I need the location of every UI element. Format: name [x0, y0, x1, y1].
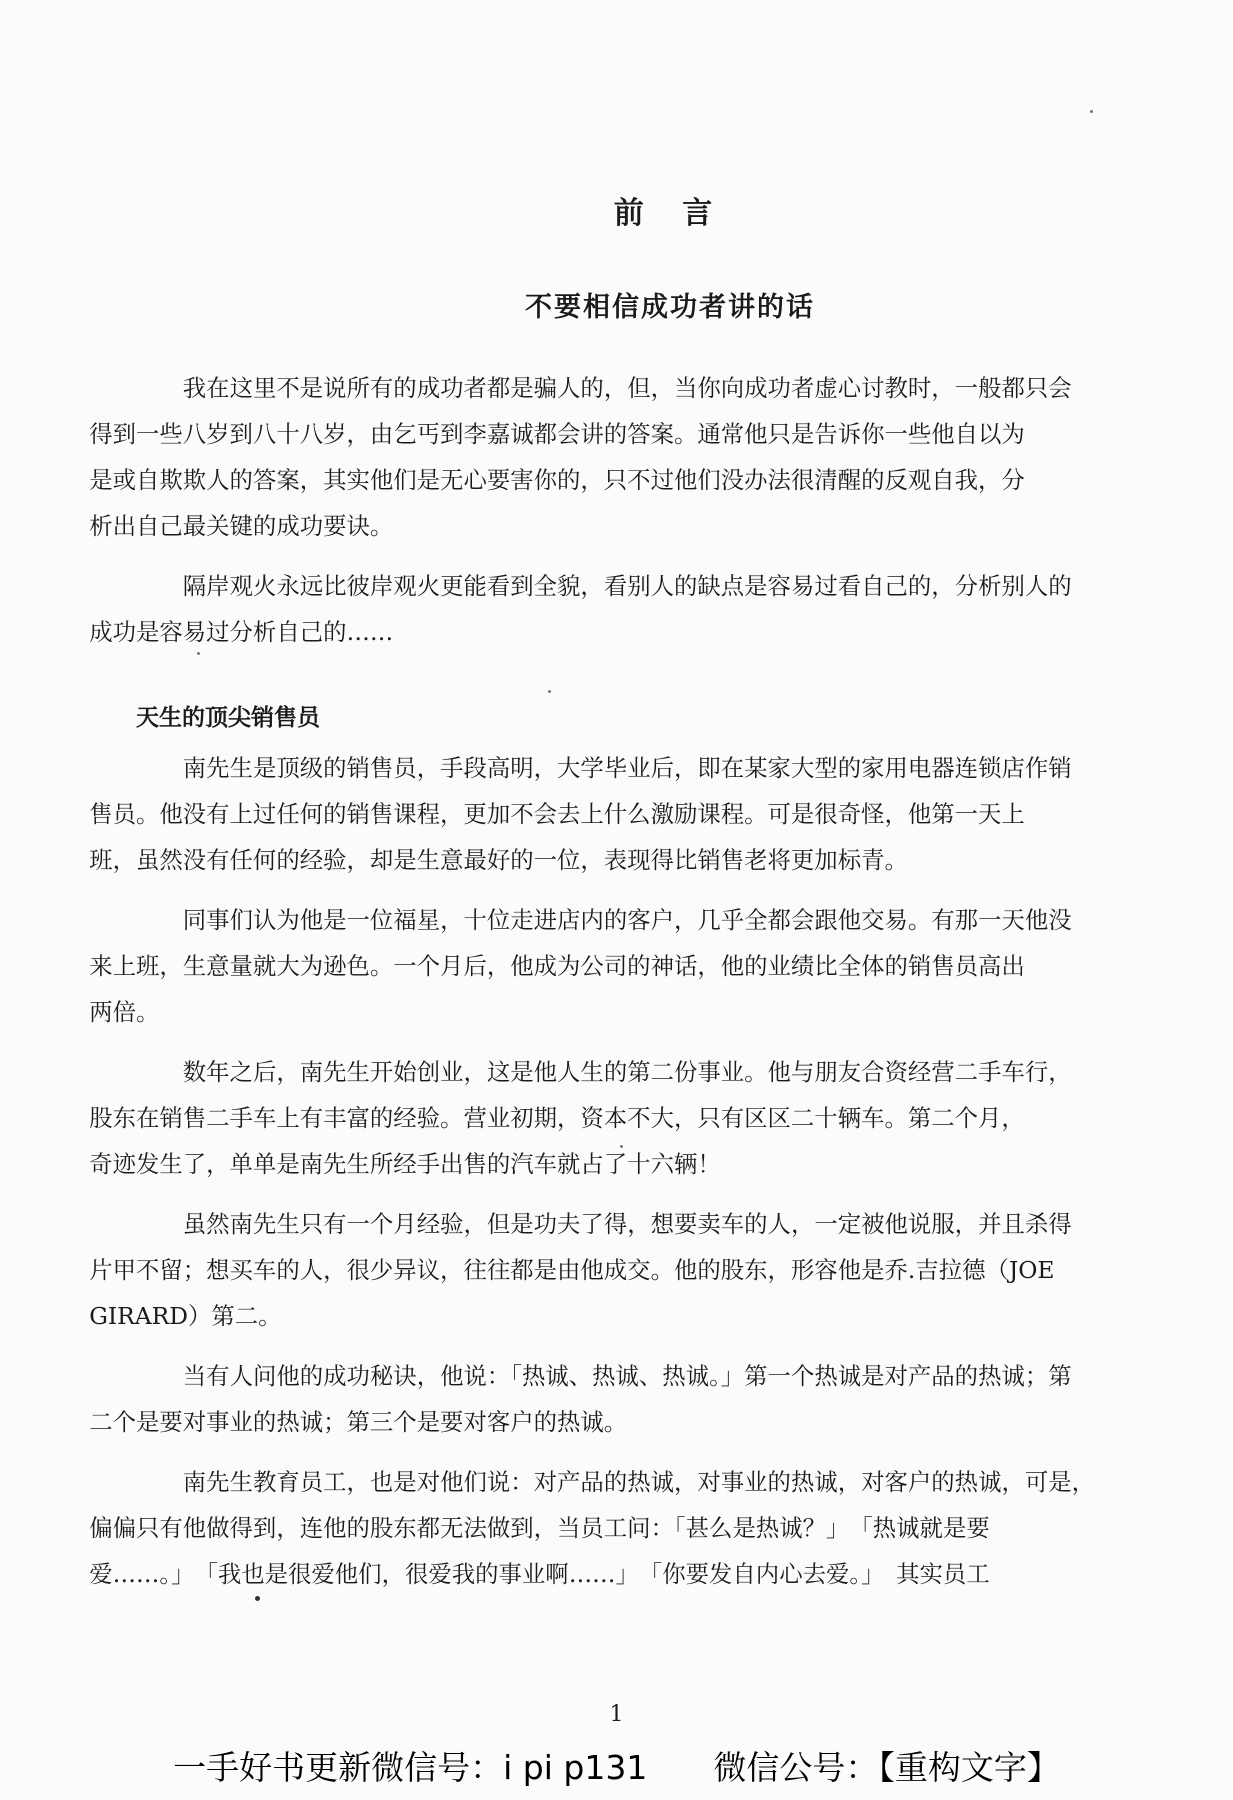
paragraph [89, 1201, 1138, 1339]
scan-speck [255, 1596, 260, 1601]
text-line: 奇迹发生了，单单是南先生所经手出售的汽车就占了十六辆！ [89, 1150, 721, 1178]
paragraph [89, 897, 1138, 1035]
text-line: 二个是要对事业的热诚；第三个是要对客户的热诚。 [89, 1408, 628, 1436]
scan-speck [197, 652, 200, 655]
paragraph [89, 1459, 1138, 1597]
scan-speck [548, 690, 551, 693]
text-line: 偏偏只有他做得到，连他的股东都无法做到，当员工问：「甚么是热诚？」 「热诚就是要 [89, 1514, 990, 1542]
text-line: 我在这里不是说所有的成功者都是骗人的，但，当你向成功者虚心讨教时，一般都只会 [182, 374, 1072, 402]
scan-speck [620, 1145, 623, 1148]
text-line: 来上班，生意量就大为逊色。一个月后，他成为公司的神话，他的业绩比全体的销售员高出 [89, 952, 1025, 980]
text-line: 两倍。 [89, 998, 160, 1026]
text-line: 南先生教育员工，也是对他们说：对产品的热诚，对事业的热诚，对客户的热诚，可是， [182, 1468, 1096, 1496]
paragraph [89, 745, 1138, 883]
text-line: 班，虽然没有任何的经验，却是生意最好的一位，表现得比销售老将更加标青。 [89, 846, 908, 874]
text-line: 是或自欺欺人的答案，其实他们是无心要害你的，只不过他们没办法很清醒的反观自我，分 [89, 466, 1025, 494]
page-subtitle: 不要相信成功者讲的话 [525, 292, 815, 323]
story-section [89, 745, 1138, 1597]
text-line: 成功是容易过分析自己的…… [89, 618, 394, 646]
footer-banner: 一手好书更新微信号：i pi p131 微信公号：【重构文字】 [173, 1748, 1060, 1787]
paragraph [89, 1049, 1138, 1187]
section-heading: 天生的顶尖销售员 [136, 705, 320, 731]
text-line: 数年之后，南先生开始创业，这是他人生的第二份事业。他与朋友合资经营二手车行， [182, 1058, 1072, 1086]
text-line: GIRARD）第二。 [89, 1302, 282, 1330]
text-line: 同事们认为他是一位福星，十位走进店内的客户，几乎全都会跟他交易。有那一天他没 [182, 906, 1072, 934]
text-line: 析出自己最关键的成功要诀。 [89, 512, 394, 540]
text-line: 隔岸观火永远比彼岸观火更能看到全貌，看别人的缺点是容易过看自己的，分析别人的 [182, 572, 1072, 600]
text-line: 南先生是顶级的销售员，手段高明，大学毕业后，即在某家大型的家用电器连锁店作销 [182, 754, 1072, 782]
paragraph [89, 365, 1138, 549]
text-line: 当有人问他的成功秘诀，他说：「热诚、热诚、热诚。」第一个热诚是对产品的热诚；第 [182, 1362, 1072, 1390]
text-line: 得到一些八岁到八十八岁，由乞丐到李嘉诚都会讲的答案。通常他只是告诉你一些他自以为 [89, 420, 1025, 448]
page-number: 1 [609, 1702, 624, 1727]
paragraph [89, 1353, 1138, 1445]
text-line: 售员。他没有上过任何的销售课程，更加不会去上什么激励课程。可是很奇怪，他第一天上 [89, 800, 1025, 828]
text-line: 股东在销售二手车上有丰富的经验。营业初期，资本不大，只有区区二十辆车。第二个月， [89, 1104, 1025, 1132]
paragraph [89, 563, 1138, 655]
page-title: 前 言 [613, 196, 727, 231]
intro-section [89, 365, 1138, 655]
body-text [89, 365, 1138, 1611]
scan-speck [1090, 110, 1093, 113]
text-line: 虽然南先生只有一个月经验，但是功夫了得，想要卖车的人，一定被他说服，并且杀得 [182, 1210, 1072, 1238]
text-line: 片甲不留；想买车的人，很少异议，往往都是由他成交。他的股东，形容他是乔.吉拉德（JOE [89, 1256, 1055, 1284]
text-line: 爱……。」 「我也是很爱他们，很爱我的事业啊……」 「你要发自内心去爱。」 其实员工 [89, 1560, 990, 1588]
